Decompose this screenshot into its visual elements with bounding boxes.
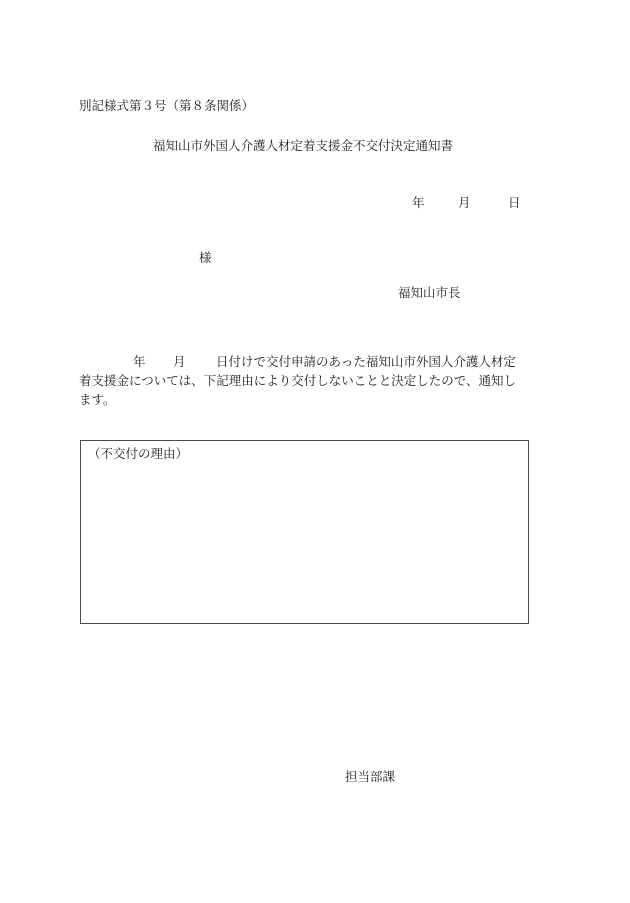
form-number: 別記様式第３号（第８条関係）: [79, 98, 255, 113]
body-line-2: 着支援金については、下記理由により交付しないことと決定したので、通知し: [79, 373, 517, 388]
notice-body: [79, 352, 549, 409]
body-line-3: ます。: [79, 392, 116, 407]
body-line-1-text: 日付けで交付申請のあった福知山市外国人介護人材定: [216, 354, 516, 369]
reason-label: （不交付の理由）: [88, 446, 189, 461]
sender-name: 福知山市長: [398, 285, 461, 300]
body-year-label: 年: [133, 354, 146, 369]
date-year-label: 年: [412, 195, 425, 210]
body-line-1: [79, 352, 549, 371]
date-day-label: 日: [508, 195, 521, 210]
date-month-label: 月: [458, 195, 471, 210]
issue-date: [412, 193, 521, 211]
document-title: 福知山市外国人介護人材定着支援金不交付決定通知書: [153, 138, 454, 153]
body-month-label: 月: [173, 354, 186, 369]
reason-box: [80, 440, 529, 624]
department-label: 担当部課: [345, 769, 396, 784]
addressee-honorific: 様: [199, 250, 212, 265]
